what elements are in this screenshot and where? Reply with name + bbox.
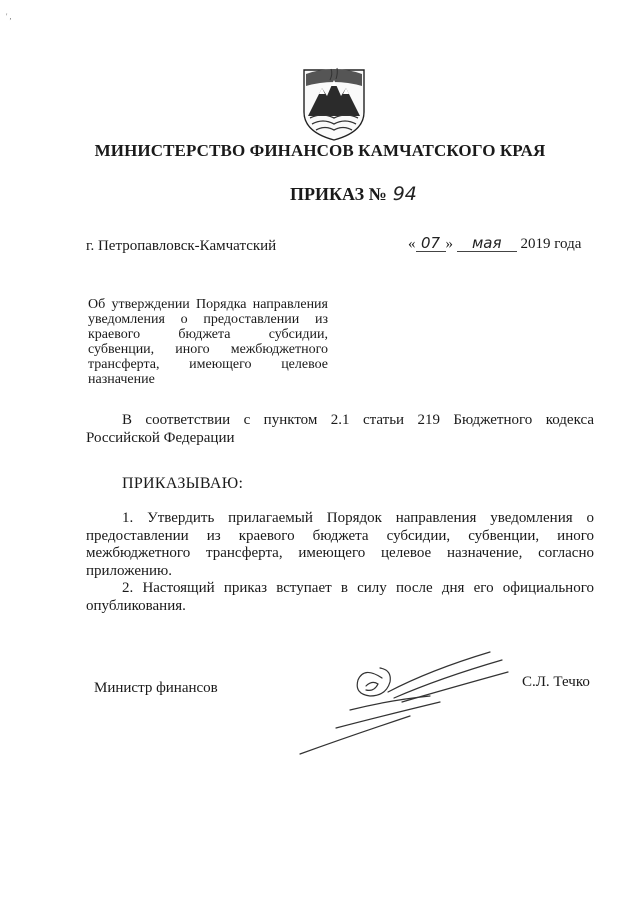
date-open-quote: « (408, 236, 416, 252)
signatory-title: Министр финансов (94, 680, 218, 696)
date-year: 2019 года (520, 236, 582, 252)
legal-basis-paragraph: В соответствии с пунктом 2.1 статьи 219 Бюджетного кодекса Российской Федерации (86, 412, 594, 446)
city-label: г. Петропавловск-Камчатский (86, 238, 277, 254)
date-month: мая (457, 236, 517, 252)
order-items (86, 510, 594, 615)
order-subject: Об утверждении Порядка направления уведомления о предоставлении из краевого бюджета субсидии, субвенции, иного межбюджетного трансферта, имеющего целевое назначение (88, 297, 328, 387)
order-item: 1. Утвердить прилагаемый Порядок направления уведомления о предоставлении из краевого бюджета субсидии, субвенции, иного межбюджетного трансферта, имеющего целевое назначение, согласно приложению. (86, 510, 594, 579)
order-label: ПРИКАЗ № (290, 184, 387, 204)
ministry-title: МИНИСТЕРСТВО ФИНАНСОВ КАМЧАТСКОГО КРАЯ (94, 141, 546, 160)
handwritten-signature-icon (290, 636, 520, 761)
order-date (408, 236, 581, 253)
date-close-quote: » (445, 236, 453, 252)
scan-mark: ' , (6, 12, 12, 21)
order-number: 94 (392, 183, 417, 205)
order-heading (290, 183, 417, 205)
date-day: 07 (416, 236, 446, 252)
order-word: ПРИКАЗЫВАЮ: (122, 475, 244, 492)
signatory-name: С.Л. Течко (522, 674, 590, 690)
kamchatka-coat-of-arms-icon (300, 66, 368, 142)
order-item: 2. Настоящий приказ вступает в силу после дня его официального опубликования. (86, 580, 594, 614)
